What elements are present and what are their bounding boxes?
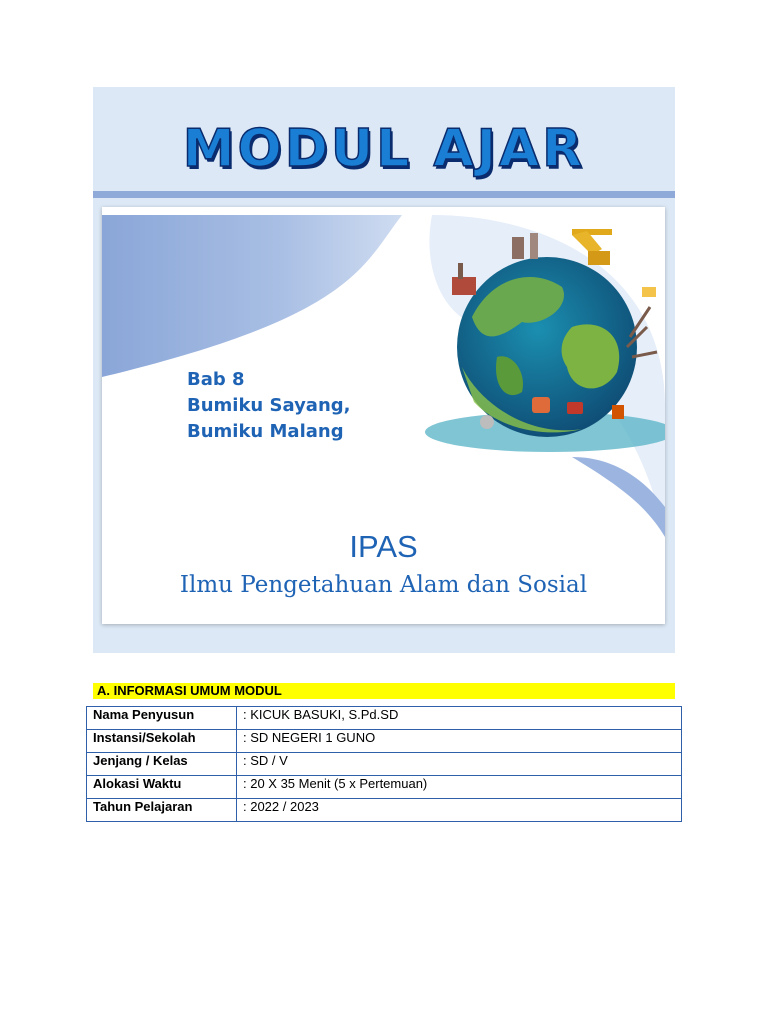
- info-label: Alokasi Waktu: [87, 776, 237, 799]
- table-row: [87, 776, 682, 799]
- info-label: Instansi/Sekolah: [87, 730, 237, 753]
- cover-page: [93, 87, 675, 653]
- info-value: : 20 X 35 Menit (5 x Pertemuan): [237, 776, 682, 799]
- module-info-table: [86, 706, 682, 822]
- info-value: : 2022 / 2023: [237, 799, 682, 822]
- info-label: Tahun Pelajaran: [87, 799, 237, 822]
- chapter-name-line-1: Bumiku Sayang,: [187, 395, 351, 416]
- table-row: [87, 799, 682, 822]
- chapter-name-line-2: Bumiku Malang: [187, 421, 344, 442]
- module-title: MODUL AJAR: [182, 119, 586, 179]
- info-value: : SD / V: [237, 753, 682, 776]
- chapter-title: [187, 367, 351, 445]
- title-divider: [93, 191, 675, 198]
- table-row: [87, 707, 682, 730]
- subject-code: IPAS: [349, 529, 418, 564]
- chapter-number: Bab 8: [187, 369, 245, 390]
- section-heading: [93, 683, 675, 699]
- section-heading-text: A. INFORMASI UMUM MODUL: [97, 683, 282, 698]
- table-row: [87, 753, 682, 776]
- info-value: : KICUK BASUKI, S.Pd.SD: [237, 707, 682, 730]
- info-value: : SD NEGERI 1 GUNO: [237, 730, 682, 753]
- subject-full-name: Ilmu Pengetahuan Alam dan Sosial: [179, 572, 588, 598]
- book-cover-image: [102, 207, 665, 624]
- info-label: Nama Penyusun: [87, 707, 237, 730]
- table-row: [87, 730, 682, 753]
- info-label: Jenjang / Kelas: [87, 753, 237, 776]
